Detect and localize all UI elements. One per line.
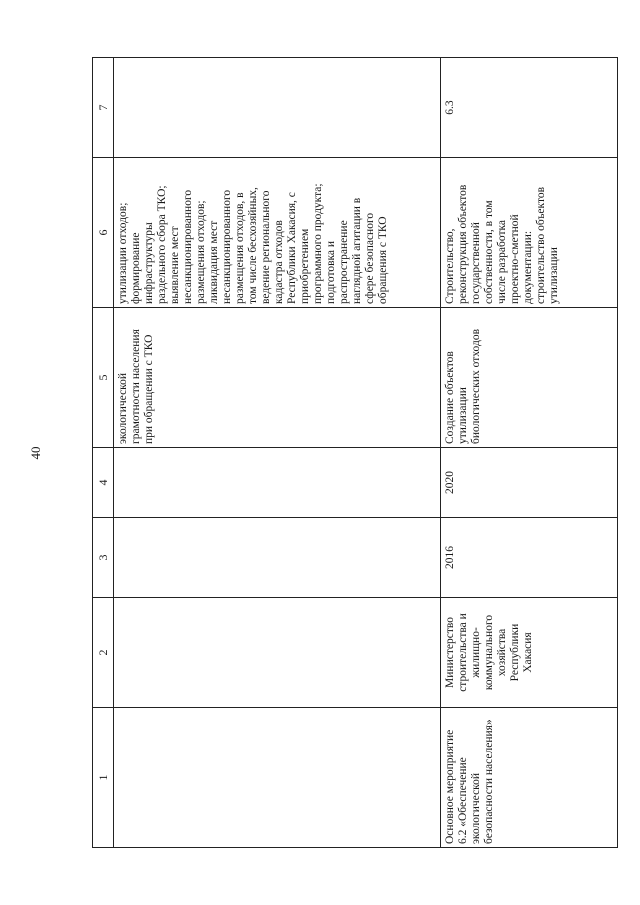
header-cell-4: 4 [93,448,114,518]
row2-indicator: 6.3 [441,58,618,158]
row2-measure: Основное мероприятие 6.2 «Обеспечение экологической безопасности населения» [441,708,618,848]
row1-start-year [114,518,441,598]
header-cell-2: 2 [93,598,114,708]
row2-end-year: 2020 [441,448,618,518]
row1-main-directions: утилизации отходов; формирование инфраструктуры раздельного сбора ТКО; выявление мест несанкционированного размещения отходов; ликвидация мест несанкционированного размещения отходов, в том числе бесхозяйных, ведение регионального кадастра отходов Республики Хакасия, с приобретением программного продукта; подготовка и распространение наглядной агитации в сфере безопасного обращения с ТКО [114,158,441,308]
header-cell-7: 7 [93,58,114,158]
row1-end-year [114,448,441,518]
table-header-row [93,58,114,848]
row1-indicator [114,58,441,158]
row2-executor: Министерство строительства и жилищно- коммунального хозяйства Республики Хакасия [441,598,618,708]
page-number: 40 [28,446,43,460]
row2-start-year: 2016 [441,518,618,598]
table-row [441,58,618,848]
row1-measure [114,708,441,848]
row1-executor [114,598,441,708]
header-cell-1: 1 [93,708,114,848]
header-cell-3: 3 [93,518,114,598]
row1-expected-result: экологической грамотности населения при обращении с ТКО [114,308,441,448]
row2-expected-result: Создание объектов утилизации биологических отходов [441,308,618,448]
header-cell-6: 6 [93,158,114,308]
row2-main-directions: Строительство, реконструкция объектов государственной собственности, в том числе разработка проектно-сметной документации: строительство объектов утилизации [441,158,618,308]
program-measures-table [92,57,618,848]
rotated-table-container [92,58,610,848]
header-cell-5: 5 [93,308,114,448]
table-row [114,58,441,848]
